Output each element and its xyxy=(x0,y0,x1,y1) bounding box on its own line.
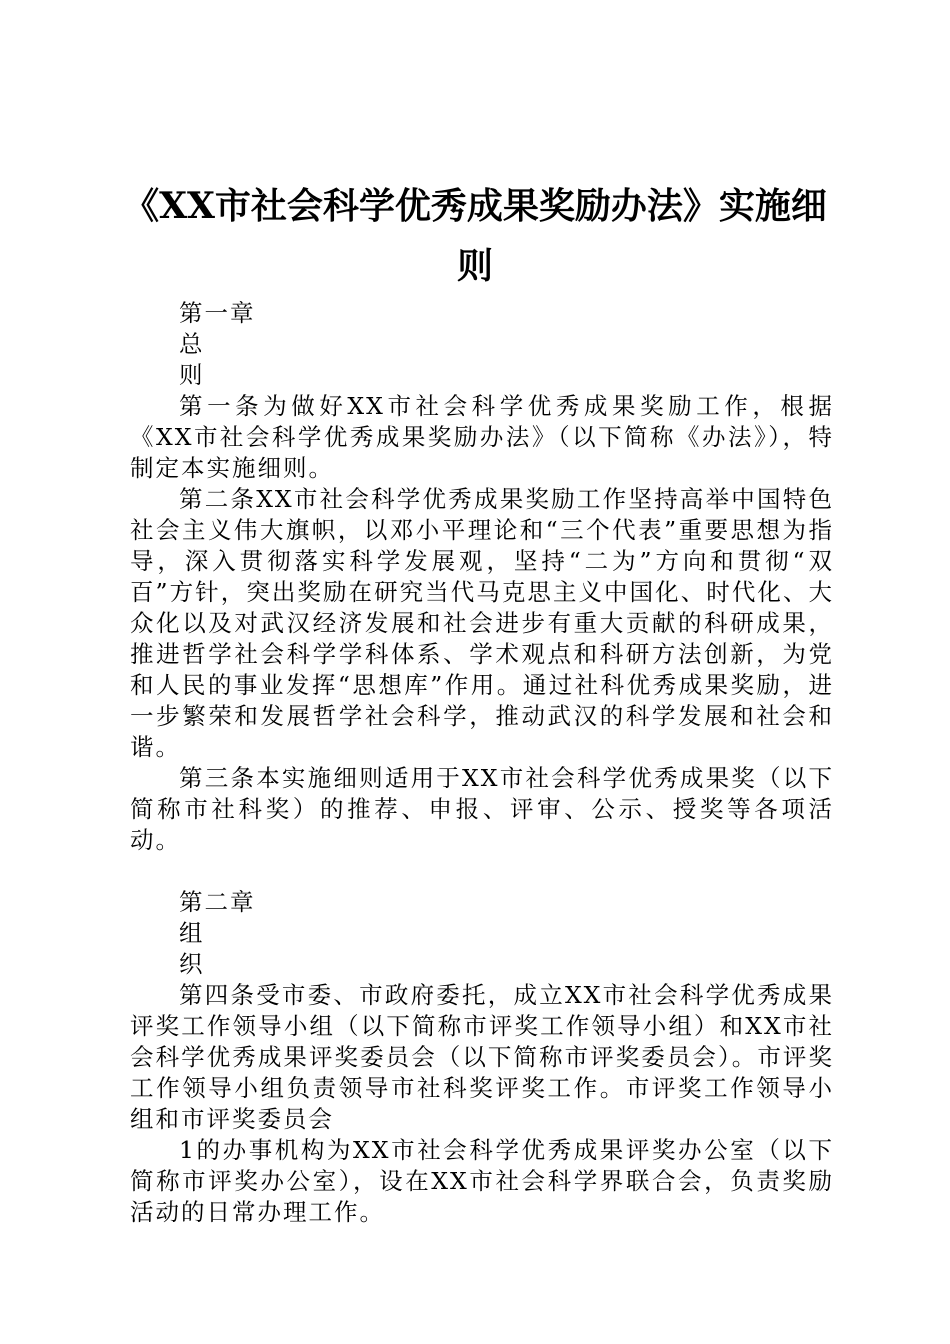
chapter1-name-char2: 则 xyxy=(179,361,205,389)
document-title-line2: 则 xyxy=(456,245,493,287)
document-body xyxy=(130,298,834,1228)
chapter2-name-char1: 组 xyxy=(179,919,205,947)
article-1: 第一条为做好XX市社会科学优秀成果奖励工作，根据《XX市社会科学优秀成果奖励办法》（以下简称《办法》），特制定本实施细则。 xyxy=(130,392,834,482)
chapter2-name-char2: 织 xyxy=(179,950,205,978)
article-2: 第二条XX市社会科学优秀成果奖励工作坚持高举中国特色社会主义伟大旗帜，以邓小平理论和“三个代表”重要思想为指导，深入贯彻落实科学发展观，坚持“二为”方向和贯彻“双百”方针，突出奖励在研究当代马克思主义中国化、时代化、大众化以及对武汉经济发展和社会进步有重大贡献的科研成果，推进哲学社会科学学科体系、学术观点和科研方法创新，为党和人民的事业发挥“思想库”作用。通过社科优秀成果奖励，进一步繁荣和发展哲学社会科学，推动武汉的科学发展和社会和谐。 xyxy=(130,485,834,761)
article-4: 第四条受市委、市政府委托，成立XX市社会科学优秀成果评奖工作领导小组（以下简称市评奖工作领导小组）和XX市社会科学优秀成果评奖委员会（以下简称市评奖委员会）。市评奖工作领导小组负责领导市社科奖评奖工作。市评奖工作领导小组和市评奖委员会 xyxy=(130,981,834,1133)
chapter1-label: 第一章 xyxy=(179,299,256,327)
chapter1-name-char1: 总 xyxy=(179,330,205,358)
chapter2-label: 第二章 xyxy=(179,888,256,916)
document-title-line1: 《XX市社会科学优秀成果奖励办法》实施细 xyxy=(123,185,827,227)
article-4-continued: 1的办事机构为XX市社会科学优秀成果评奖办公室（以下简称市评奖办公室），设在XX市社会科学界联合会，负责奖励活动的日常办理工作。 xyxy=(130,1136,834,1226)
article-3: 第三条本实施细则适用于XX市社会科学优秀成果奖（以下简称市社科奖）的推荐、申报、评审、公示、授奖等各项活动。 xyxy=(130,764,834,854)
section-spacer xyxy=(130,856,834,887)
